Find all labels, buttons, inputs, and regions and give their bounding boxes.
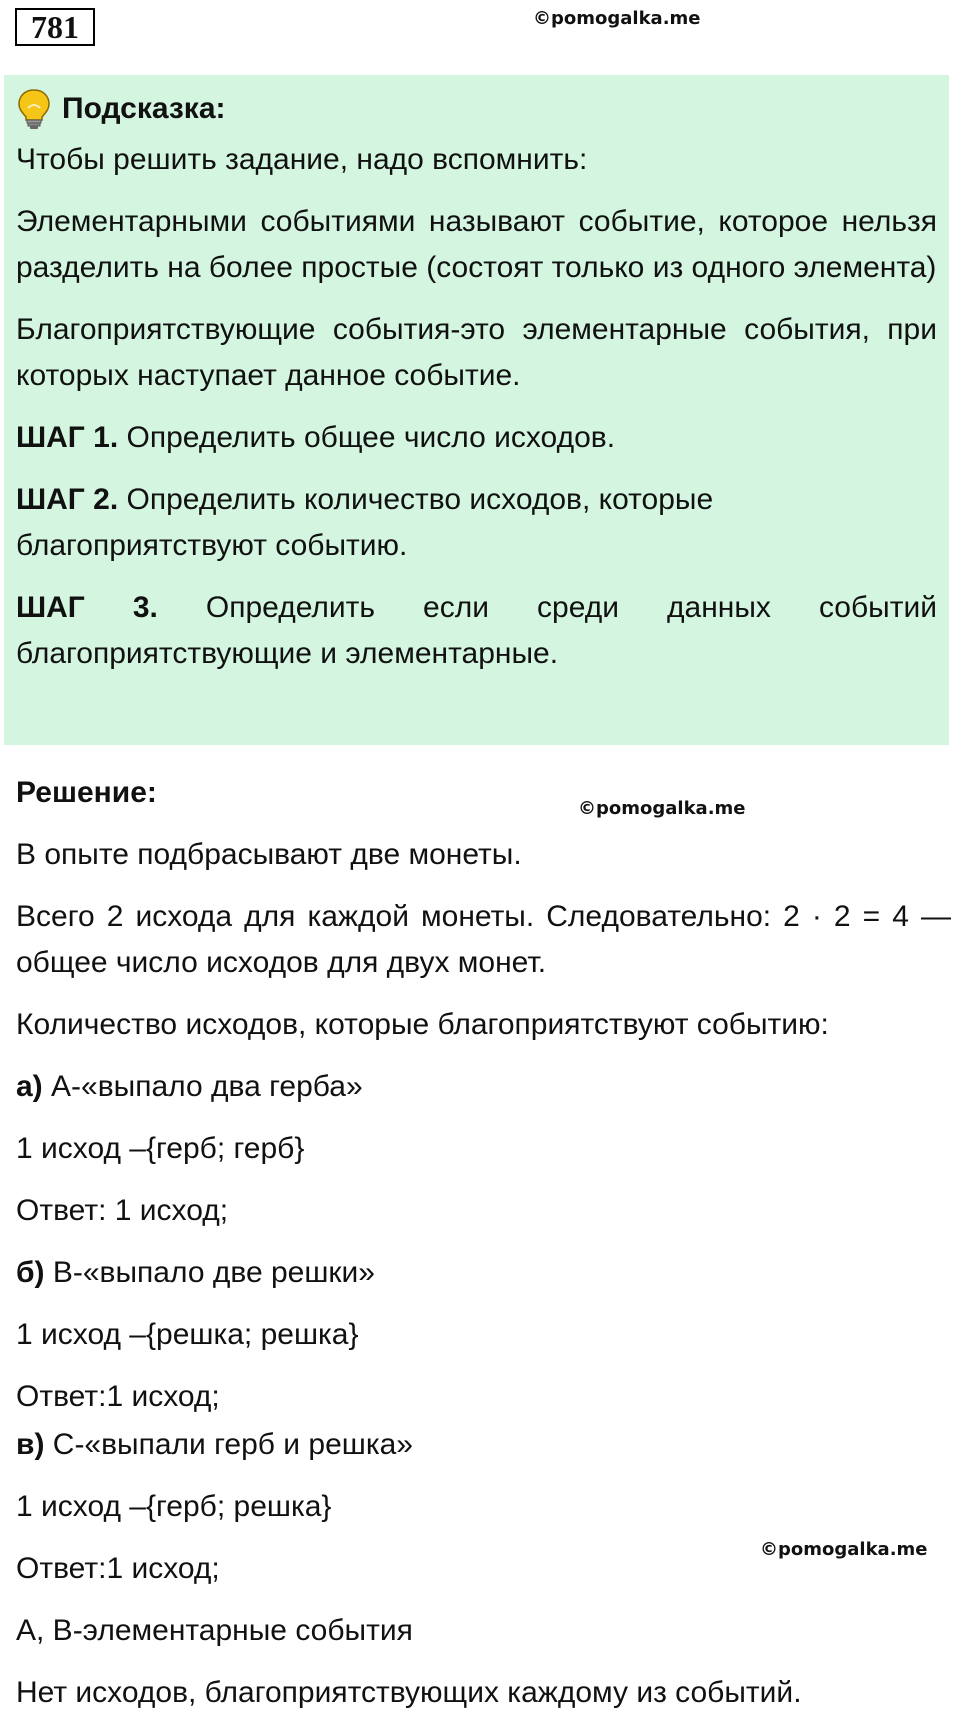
watermark-bottom: ©pomogalka.me [760, 1539, 928, 1560]
step-label: ШАГ 1. [16, 421, 119, 454]
solution-line-1: В опыте подбрасывают две монеты. [16, 838, 522, 871]
task-number: 781 [15, 8, 95, 46]
part-c-event [16, 1422, 951, 1468]
part-b-event [16, 1250, 951, 1296]
part-a-event [16, 1064, 951, 1110]
part-label: а) [16, 1070, 43, 1103]
solution-section [16, 770, 951, 1732]
part-event: С-«выпали герб и решка» [44, 1428, 413, 1461]
part-label: б) [16, 1256, 45, 1289]
part-a-outcome: 1 исход –{герб; герб} [16, 1132, 305, 1165]
part-event: В-«выпало две решки» [44, 1256, 375, 1289]
part-label: в) [16, 1428, 45, 1461]
solution-line-2: Всего 2 исхода для каждой монеты. Следовательно: 2 · 2 = 4 — общее число исходов для двух монет. [16, 900, 951, 979]
hint-definition-elementary: Элементарными событиями называют событие, которое нельзя разделить на более простые (состоят только из одного элемента) [16, 205, 937, 284]
hint-definition-favorable: Благоприятствующие события-это элементарные события, при которых наступает данное событие. [16, 313, 937, 392]
conclusion-2: Нет исходов, благоприятствующих каждому из событий. [16, 1676, 802, 1709]
hint-header [16, 81, 937, 137]
hint-intro: Чтобы решить задание, надо вспомнить: [16, 143, 588, 176]
part-c-outcome: 1 исход –{герб; решка} [16, 1490, 332, 1523]
part-b-answer: Ответ:1 исход; [16, 1380, 220, 1413]
part-event: А-«выпало два герба» [42, 1070, 363, 1103]
step-label: ШАГ 3. [16, 591, 158, 624]
watermark-middle: ©pomogalka.me [578, 798, 746, 819]
step-label: ШАГ 2. [16, 483, 119, 516]
step-text: Определить общее число исходов. [118, 421, 616, 454]
hint-step-1 [16, 415, 937, 461]
part-b-outcome: 1 исход –{решка; решка} [16, 1318, 359, 1351]
solution-line-3: Количество исходов, которые благоприятствуют событию: [16, 1008, 829, 1041]
step-text: Определить количество исходов, которые благоприятствуют событию. [16, 483, 714, 562]
hint-title: Подсказка: [62, 92, 226, 125]
hint-step-2 [16, 477, 937, 569]
conclusion-1: А, В-элементарные события [16, 1614, 413, 1647]
part-c-answer: Ответ:1 исход; [16, 1552, 220, 1585]
lightbulb-icon [16, 88, 52, 130]
hint-box [4, 75, 949, 745]
step-text: Определить если среди данных событий благоприятствующие и элементарные. [16, 591, 937, 670]
hint-step-3 [16, 585, 937, 677]
part-a-answer: Ответ: 1 исход; [16, 1194, 229, 1227]
solution-title: Решение: [16, 776, 157, 809]
watermark-top: ©pomogalka.me [533, 8, 701, 29]
